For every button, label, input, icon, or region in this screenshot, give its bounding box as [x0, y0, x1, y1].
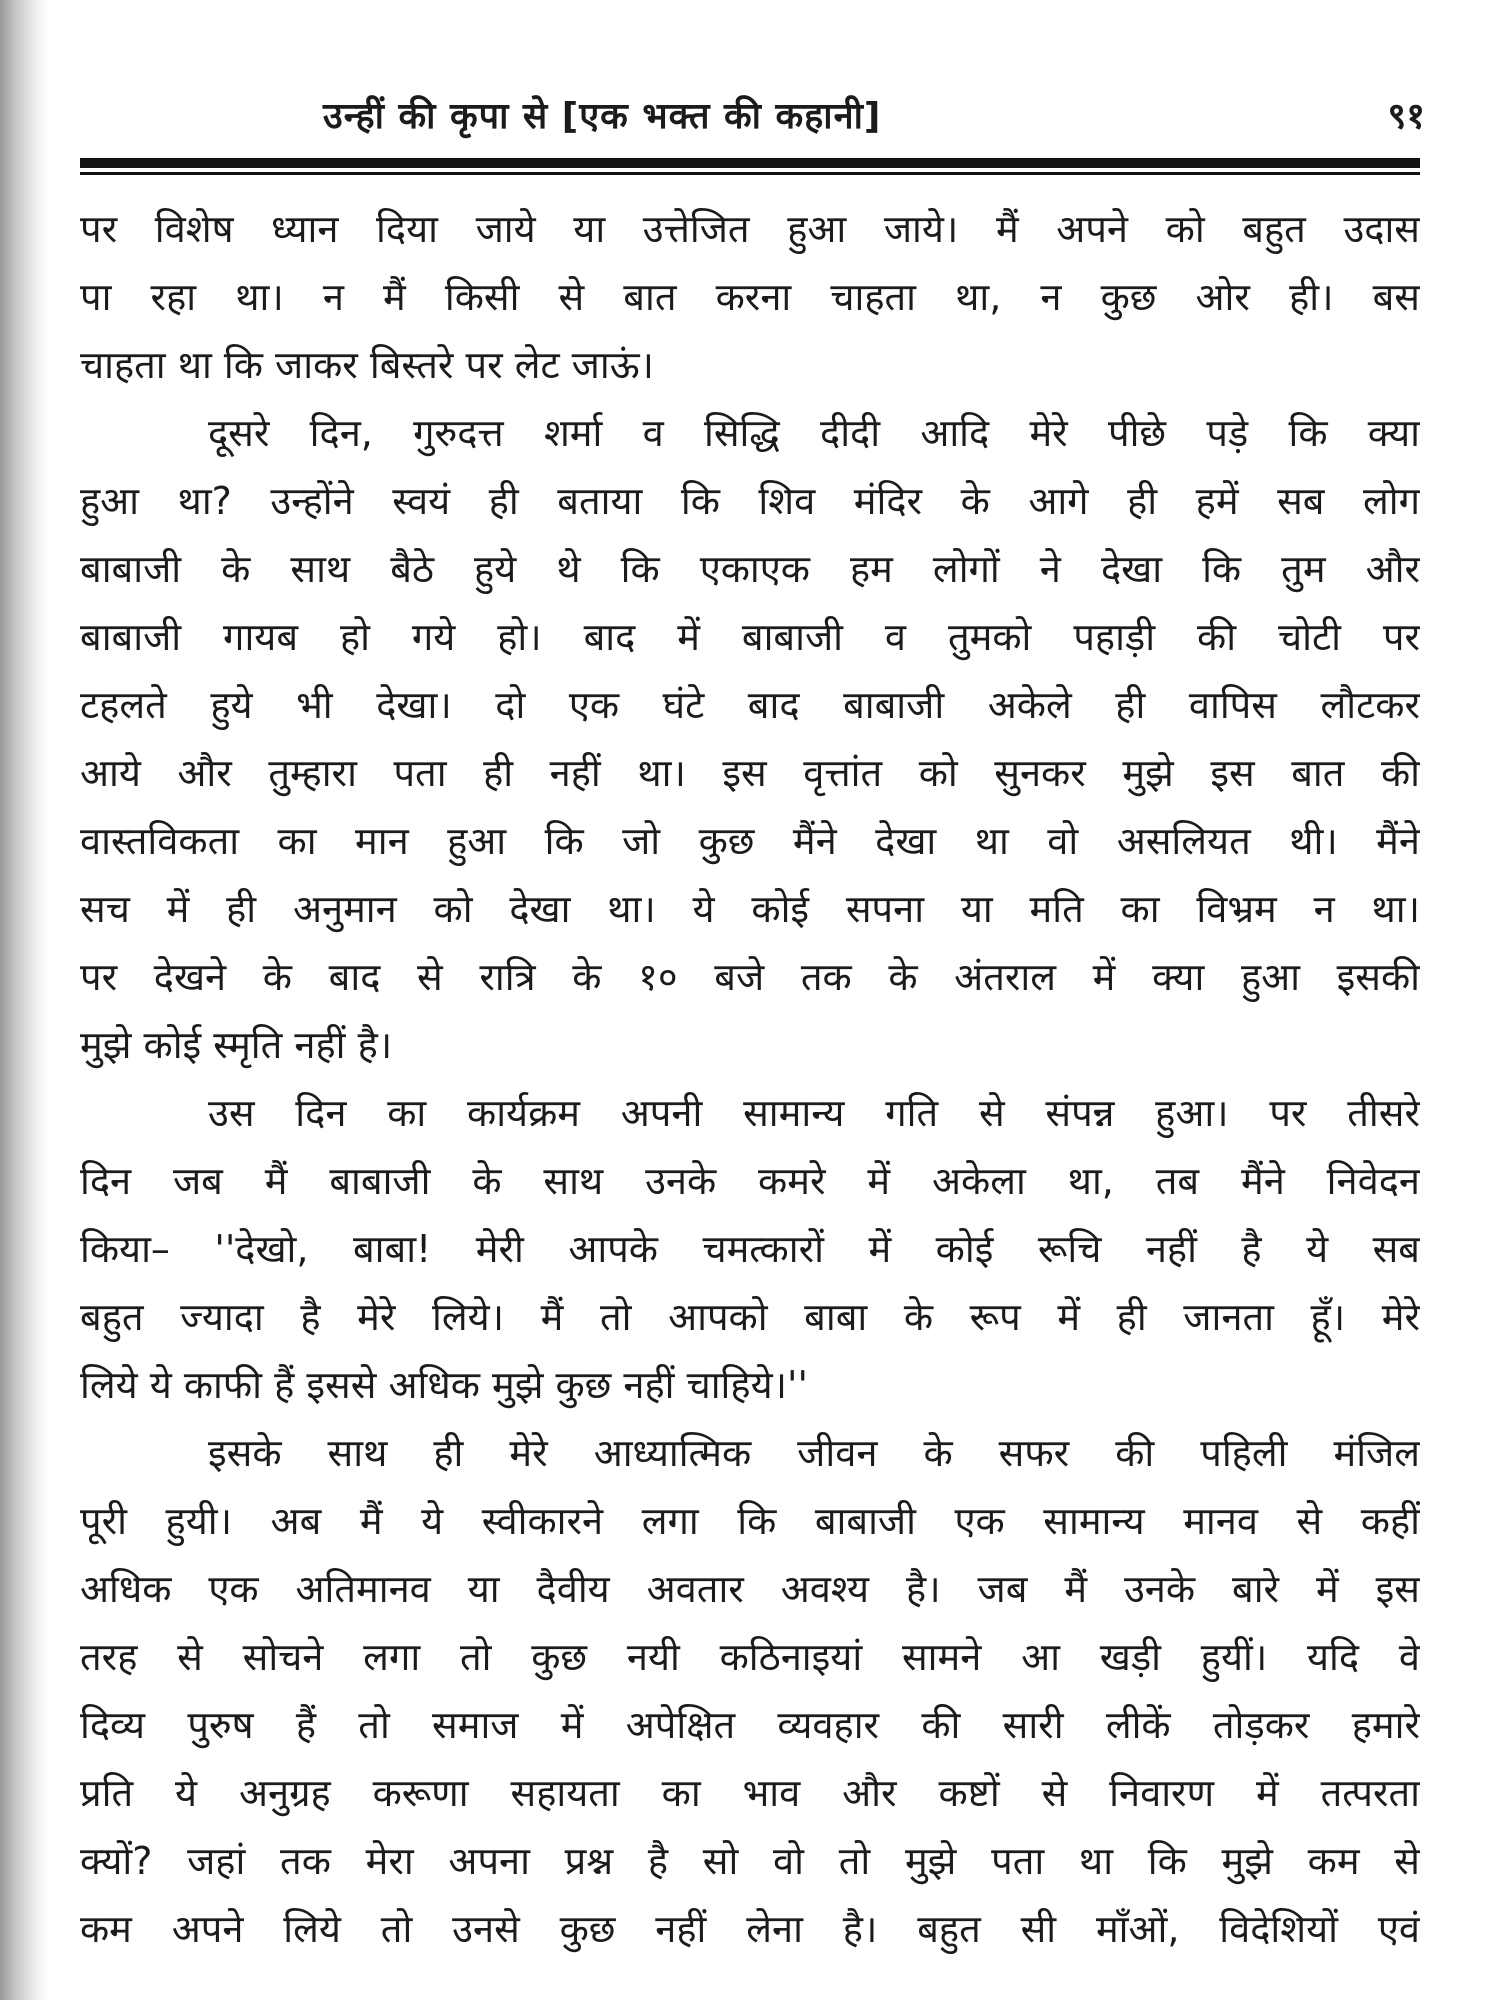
- text-line: टहलते हुये भी देखा। दो एक घंटे बाद बाबाजी अकेले ही वापिस लौटकर: [80, 683, 1420, 727]
- text-line: दिन जब मैं बाबाजी के साथ उनके कमरे में अकेला था, तब मैंने निवेदन: [80, 1159, 1420, 1203]
- text-line: बहुत ज्यादा है मेरे लिये। मैं तो आपको बाबा के रूप में ही जानता हूँ। मेरे: [80, 1295, 1420, 1339]
- text-line: प्रति ये अनुग्रह करूणा सहायता का भाव और कष्टों से निवारण में तत्परता: [80, 1771, 1420, 1815]
- text-line: चाहता था कि जाकर बिस्तरे पर लेट जाऊं।: [80, 343, 654, 387]
- text-line: पा रहा था। न मैं किसी से बात करना चाहता था, न कुछ ओर ही। बस: [80, 275, 1420, 319]
- text-line: पर देखने के बाद से रात्रि के १० बजे तक के अंतराल में क्या हुआ इसकी: [80, 955, 1420, 999]
- text-line: दिव्य पुरुष हैं तो समाज में अपेक्षित व्यवहार की सारी लीकें तोड़कर हमारे: [80, 1703, 1420, 1747]
- text-line: पर विशेष ध्यान दिया जाये या उत्तेजित हुआ जाये। मैं अपने को बहुत उदास: [80, 207, 1420, 251]
- text-line: किया– ''देखो, बाबा! मेरी आपके चमत्कारों में कोई रूचि नहीं है ये सब: [80, 1227, 1420, 1271]
- text-line: अधिक एक अतिमानव या दैवीय अवतार अवश्य है। जब मैं उनके बारे में इस: [80, 1567, 1420, 1611]
- paragraph-first-line: दूसरे दिन, गुरुदत्त शर्मा व सिद्धि दीदी आदि मेरे पीछे पड़े कि क्या: [208, 411, 1420, 455]
- page-header: [80, 90, 1425, 150]
- text-line: कम अपने लिये तो उनसे कुछ नहीं लेना है। बहुत सी माँओं, विदेशियों एवं: [80, 1907, 1420, 1951]
- text-line: बाबाजी के साथ बैठे हुये थे कि एकाएक हम लोगों ने देखा कि तुम और: [80, 547, 1420, 591]
- text-line: आये और तुम्हारा पता ही नहीं था। इस वृत्तांत को सुनकर मुझे इस बात की: [80, 751, 1420, 795]
- page-number: ९१: [1387, 96, 1425, 137]
- text-line: हुआ था? उन्होंने स्वयं ही बताया कि शिव मंदिर के आगे ही हमें सब लोग: [80, 479, 1420, 523]
- text-line: तरह से सोचने लगा तो कुछ नयी कठिनाइयां सामने आ खड़ी हुयीं। यदि वे: [80, 1635, 1420, 1679]
- text-line: मुझे कोई स्मृति नहीं है।: [80, 1023, 393, 1067]
- text-line: क्यों? जहां तक मेरा अपना प्रश्न है सो वो तो मुझे पता था कि मुझे कम से: [80, 1839, 1420, 1883]
- running-title: उन्हीं की कृपा से [एक भक्त की कहानी]: [323, 96, 882, 137]
- text-line: पूरी हुयी। अब मैं ये स्वीकारने लगा कि बाबाजी एक सामान्य मानव से कहीं: [80, 1499, 1420, 1543]
- text-line: बाबाजी गायब हो गये हो। बाद में बाबाजी व तुमको पहाड़ी की चोटी पर: [80, 615, 1420, 659]
- text-line: वास्तविकता का मान हुआ कि जो कुछ मैंने देखा था वो असलियत थी। मैंने: [80, 819, 1420, 863]
- page-binding-shadow: [0, 0, 48, 2000]
- header-rule-thick: [80, 158, 1420, 168]
- text-line: सच में ही अनुमान को देखा था। ये कोई सपना या मति का विभ्रम न था।: [80, 887, 1420, 931]
- paragraph-first-line: उस दिन का कार्यक्रम अपनी सामान्य गति से संपन्न हुआ। पर तीसरे: [208, 1091, 1420, 1135]
- text-line: लिये ये काफी हैं इससे अधिक मुझे कुछ नहीं चाहिये।'': [80, 1363, 808, 1407]
- body-text: [80, 195, 1420, 1985]
- paragraph-first-line: इसके साथ ही मेरे आध्यात्मिक जीवन के सफर की पहिली मंजिल: [208, 1431, 1420, 1475]
- header-rule-thin: [80, 172, 1420, 175]
